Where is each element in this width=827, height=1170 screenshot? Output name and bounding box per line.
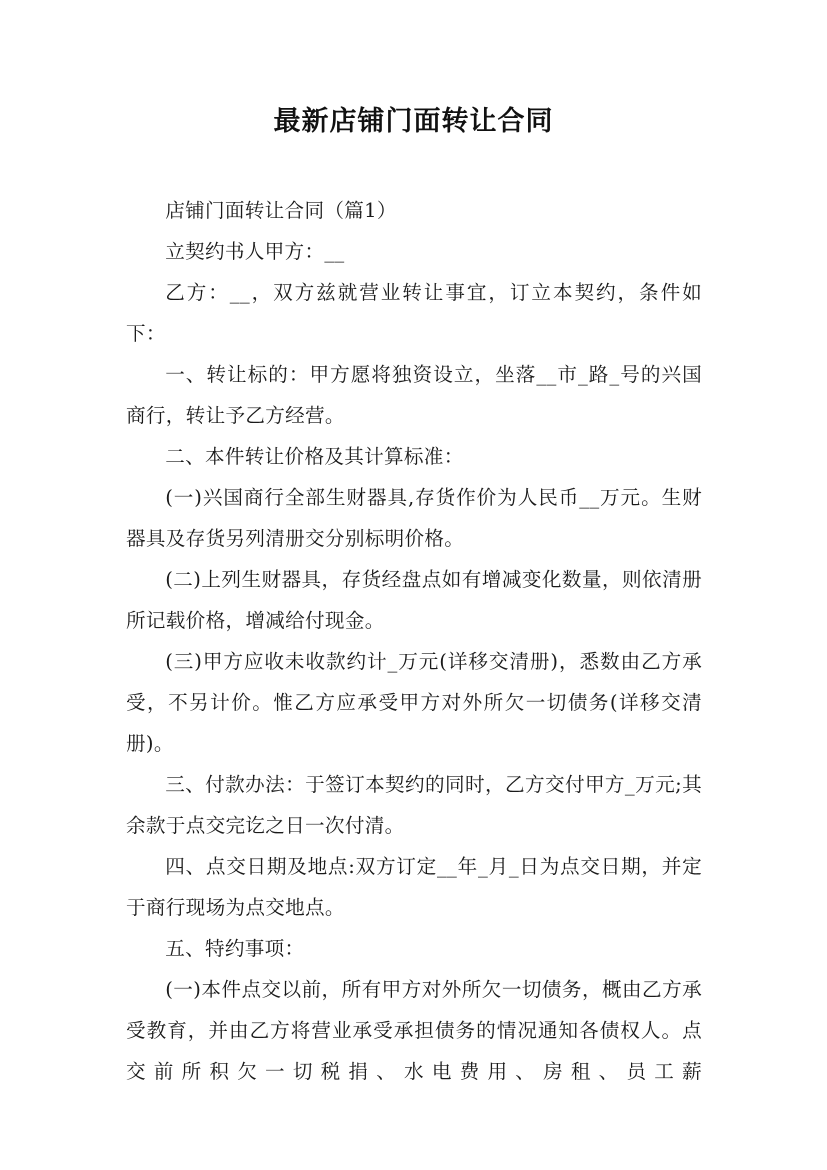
paragraph-clause-2-item-2: (二)上列生财器具，存货经盘点如有增减变化数量，则依清册所记载价格，增减给付现金。 (126, 568, 702, 632)
paragraph-party-b: 乙方：__，双方兹就营业转让事宜，订立本契约，条件如下： (126, 281, 702, 345)
paragraph-clause-3: 三、付款办法：于签订本契约的同时，乙方交付甲方_万元;其余款于点交完讫之日一次付清。 (126, 773, 702, 837)
paragraph-party-a: 立契约书人甲方：__ (165, 240, 345, 263)
paragraph-clause-4: 四、点交日期及地点:双方订定__年_月_日为点交日期，并定于商行现场为点交地点。 (126, 855, 702, 919)
paragraph-clause-5: 五、特约事项： (165, 937, 305, 960)
paragraph-clause-1: 一、转让标的：甲方愿将独资设立，坐落__市_路_号的兴国商行，转让予乙方经营。 (126, 363, 702, 427)
paragraph-section-heading: 店铺门面转让合同（篇1） (165, 199, 397, 222)
paragraph-clause-2-item-1: (一)兴国商行全部生财器具,存货作价为人民币__万元。生财器具及存货另列清册交分别标明价格。 (126, 486, 702, 550)
paragraph-clause-2: 二、本件转让价格及其计算标准： (165, 445, 464, 468)
document-body (126, 190, 702, 1092)
paragraph-clause-2-item-3: (三)甲方应收未收款约计_万元(详移交清册)，悉数由乙方承受，不另计价。惟乙方应承受甲方对外所欠一切债务(详移交清册)。 (126, 650, 702, 755)
document-title: 最新店铺门面转让合同 (273, 106, 554, 137)
paragraph-clause-5-item-1: (一)本件点交以前，所有甲方对外所欠一切债务，概由乙方承受教育，并由乙方将营业承受承担债务的情况通知各债权人。点交前所积欠一切税捐、水电费用、房租、员工薪 (126, 978, 702, 1083)
